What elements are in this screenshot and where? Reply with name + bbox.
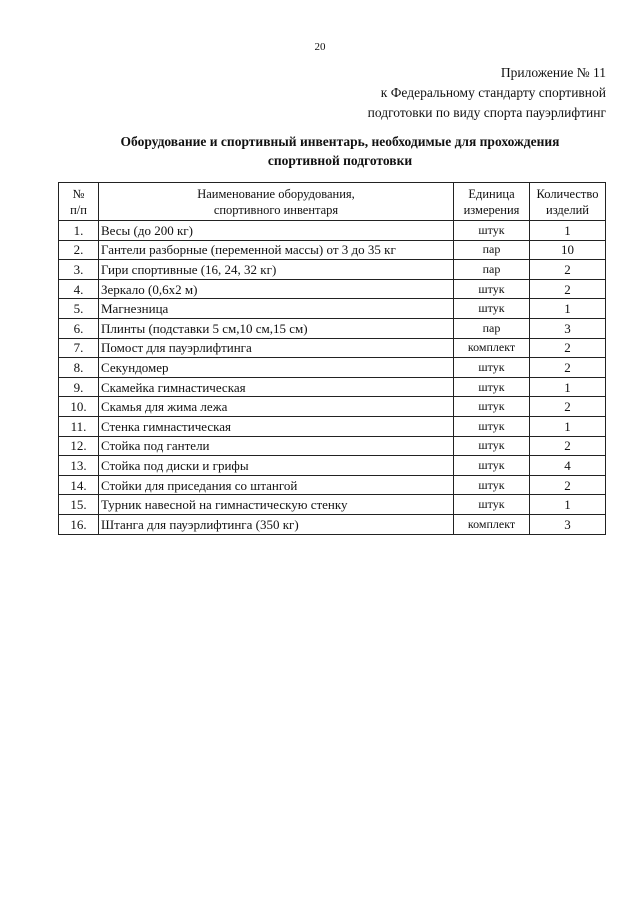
row-number: 15. bbox=[59, 495, 99, 515]
item-name: Стойки для приседания со штангой bbox=[99, 475, 454, 495]
table-row bbox=[59, 279, 606, 299]
unit-of-measure: штук bbox=[454, 358, 530, 378]
item-name: Скамейка гимнастическая bbox=[99, 377, 454, 397]
item-name: Штанга для пауэрлифтинга (350 кг) bbox=[99, 514, 454, 534]
item-name: Помост для пауэрлифтинга bbox=[99, 338, 454, 358]
header-unit-line-1: Единица bbox=[468, 186, 515, 201]
unit-of-measure: штук bbox=[454, 279, 530, 299]
unit-of-measure: штук bbox=[454, 299, 530, 319]
row-number: 10. bbox=[59, 397, 99, 417]
unit-of-measure: комплект bbox=[454, 514, 530, 534]
row-number: 9. bbox=[59, 377, 99, 397]
unit-of-measure: пар bbox=[454, 240, 530, 260]
quantity: 2 bbox=[530, 338, 606, 358]
row-number: 14. bbox=[59, 475, 99, 495]
table-header-row bbox=[59, 183, 606, 221]
header-unit bbox=[454, 183, 530, 221]
header-quantity bbox=[530, 183, 606, 221]
appendix-line-1: Приложение № 11 bbox=[500, 65, 606, 80]
table-row bbox=[59, 358, 606, 378]
unit-of-measure: комплект bbox=[454, 338, 530, 358]
table-row bbox=[59, 338, 606, 358]
unit-of-measure: штук bbox=[454, 221, 530, 241]
item-name: Турник навесной на гимнастическую стенку bbox=[99, 495, 454, 515]
quantity: 4 bbox=[530, 456, 606, 476]
row-number: 2. bbox=[59, 240, 99, 260]
unit-of-measure: штук bbox=[454, 495, 530, 515]
quantity: 2 bbox=[530, 436, 606, 456]
unit-of-measure: штук bbox=[454, 416, 530, 436]
quantity: 3 bbox=[530, 318, 606, 338]
quantity: 10 bbox=[530, 240, 606, 260]
item-name: Плинты (подставки 5 см,10 см,15 см) bbox=[99, 318, 454, 338]
table-row bbox=[59, 436, 606, 456]
header-number-line-2: п/п bbox=[70, 202, 87, 217]
item-name: Зеркало (0,6х2 м) bbox=[99, 279, 454, 299]
quantity: 1 bbox=[530, 495, 606, 515]
table-row bbox=[59, 260, 606, 280]
quantity: 1 bbox=[530, 221, 606, 241]
row-number: 5. bbox=[59, 299, 99, 319]
unit-of-measure: штук bbox=[454, 397, 530, 417]
table-row bbox=[59, 240, 606, 260]
item-name: Стенка гимнастическая bbox=[99, 416, 454, 436]
item-name: Скамья для жима лежа bbox=[99, 397, 454, 417]
quantity: 2 bbox=[530, 397, 606, 417]
table-row bbox=[59, 221, 606, 241]
row-number: 11. bbox=[59, 416, 99, 436]
header-quantity-line-2: изделий bbox=[546, 202, 589, 217]
quantity: 2 bbox=[530, 358, 606, 378]
quantity: 2 bbox=[530, 279, 606, 299]
table-row bbox=[59, 495, 606, 515]
table-row bbox=[59, 318, 606, 338]
unit-of-measure: пар bbox=[454, 318, 530, 338]
quantity: 3 bbox=[530, 514, 606, 534]
header-quantity-line-1: Количество bbox=[536, 186, 599, 201]
item-name: Гири спортивные (16, 24, 32 кг) bbox=[99, 260, 454, 280]
header-name-line-1: Наименование оборудования, bbox=[197, 186, 355, 201]
unit-of-measure: пар bbox=[454, 260, 530, 280]
unit-of-measure: штук bbox=[454, 377, 530, 397]
heading-line-2: спортивной подготовки bbox=[267, 153, 413, 168]
document-heading bbox=[60, 132, 620, 170]
heading-line-1: Оборудование и спортивный инвентарь, необходимые для прохождения bbox=[120, 134, 560, 149]
row-number: 7. bbox=[59, 338, 99, 358]
appendix-line-2: к Федеральному стандарту спортивной bbox=[380, 85, 606, 100]
table-row bbox=[59, 416, 606, 436]
row-number: 12. bbox=[59, 436, 99, 456]
table-row bbox=[59, 475, 606, 495]
table-row bbox=[59, 514, 606, 534]
quantity: 1 bbox=[530, 299, 606, 319]
item-name: Стойка под гантели bbox=[99, 436, 454, 456]
unit-of-measure: штук bbox=[454, 436, 530, 456]
table-row bbox=[59, 456, 606, 476]
quantity: 2 bbox=[530, 260, 606, 280]
header-unit-line-2: измерения bbox=[463, 202, 520, 217]
item-name: Стойка под диски и грифы bbox=[99, 456, 454, 476]
row-number: 4. bbox=[59, 279, 99, 299]
unit-of-measure: штук bbox=[454, 475, 530, 495]
table-row bbox=[59, 299, 606, 319]
page-number: 20 bbox=[314, 41, 326, 53]
item-name: Гантели разборные (переменной массы) от 3 до 35 кг bbox=[99, 240, 454, 260]
item-name: Весы (до 200 кг) bbox=[99, 221, 454, 241]
row-number: 16. bbox=[59, 514, 99, 534]
row-number: 3. bbox=[59, 260, 99, 280]
header-name-line-2: спортивного инвентаря bbox=[213, 202, 339, 217]
header-number bbox=[59, 183, 99, 221]
table-row bbox=[59, 397, 606, 417]
unit-of-measure: штук bbox=[454, 456, 530, 476]
row-number: 6. bbox=[59, 318, 99, 338]
quantity: 1 bbox=[530, 377, 606, 397]
appendix-line-3: подготовки по виду спорта пауэрлифтинг bbox=[367, 105, 606, 120]
row-number: 13. bbox=[59, 456, 99, 476]
table-row bbox=[59, 377, 606, 397]
item-name: Магнезница bbox=[99, 299, 454, 319]
equipment-table bbox=[58, 182, 606, 535]
quantity: 2 bbox=[530, 475, 606, 495]
row-number: 8. bbox=[59, 358, 99, 378]
row-number: 1. bbox=[59, 221, 99, 241]
header-number-line-1: № bbox=[72, 186, 85, 201]
item-name: Секундомер bbox=[99, 358, 454, 378]
appendix-note bbox=[368, 63, 606, 123]
header-name bbox=[99, 183, 454, 221]
quantity: 1 bbox=[530, 416, 606, 436]
